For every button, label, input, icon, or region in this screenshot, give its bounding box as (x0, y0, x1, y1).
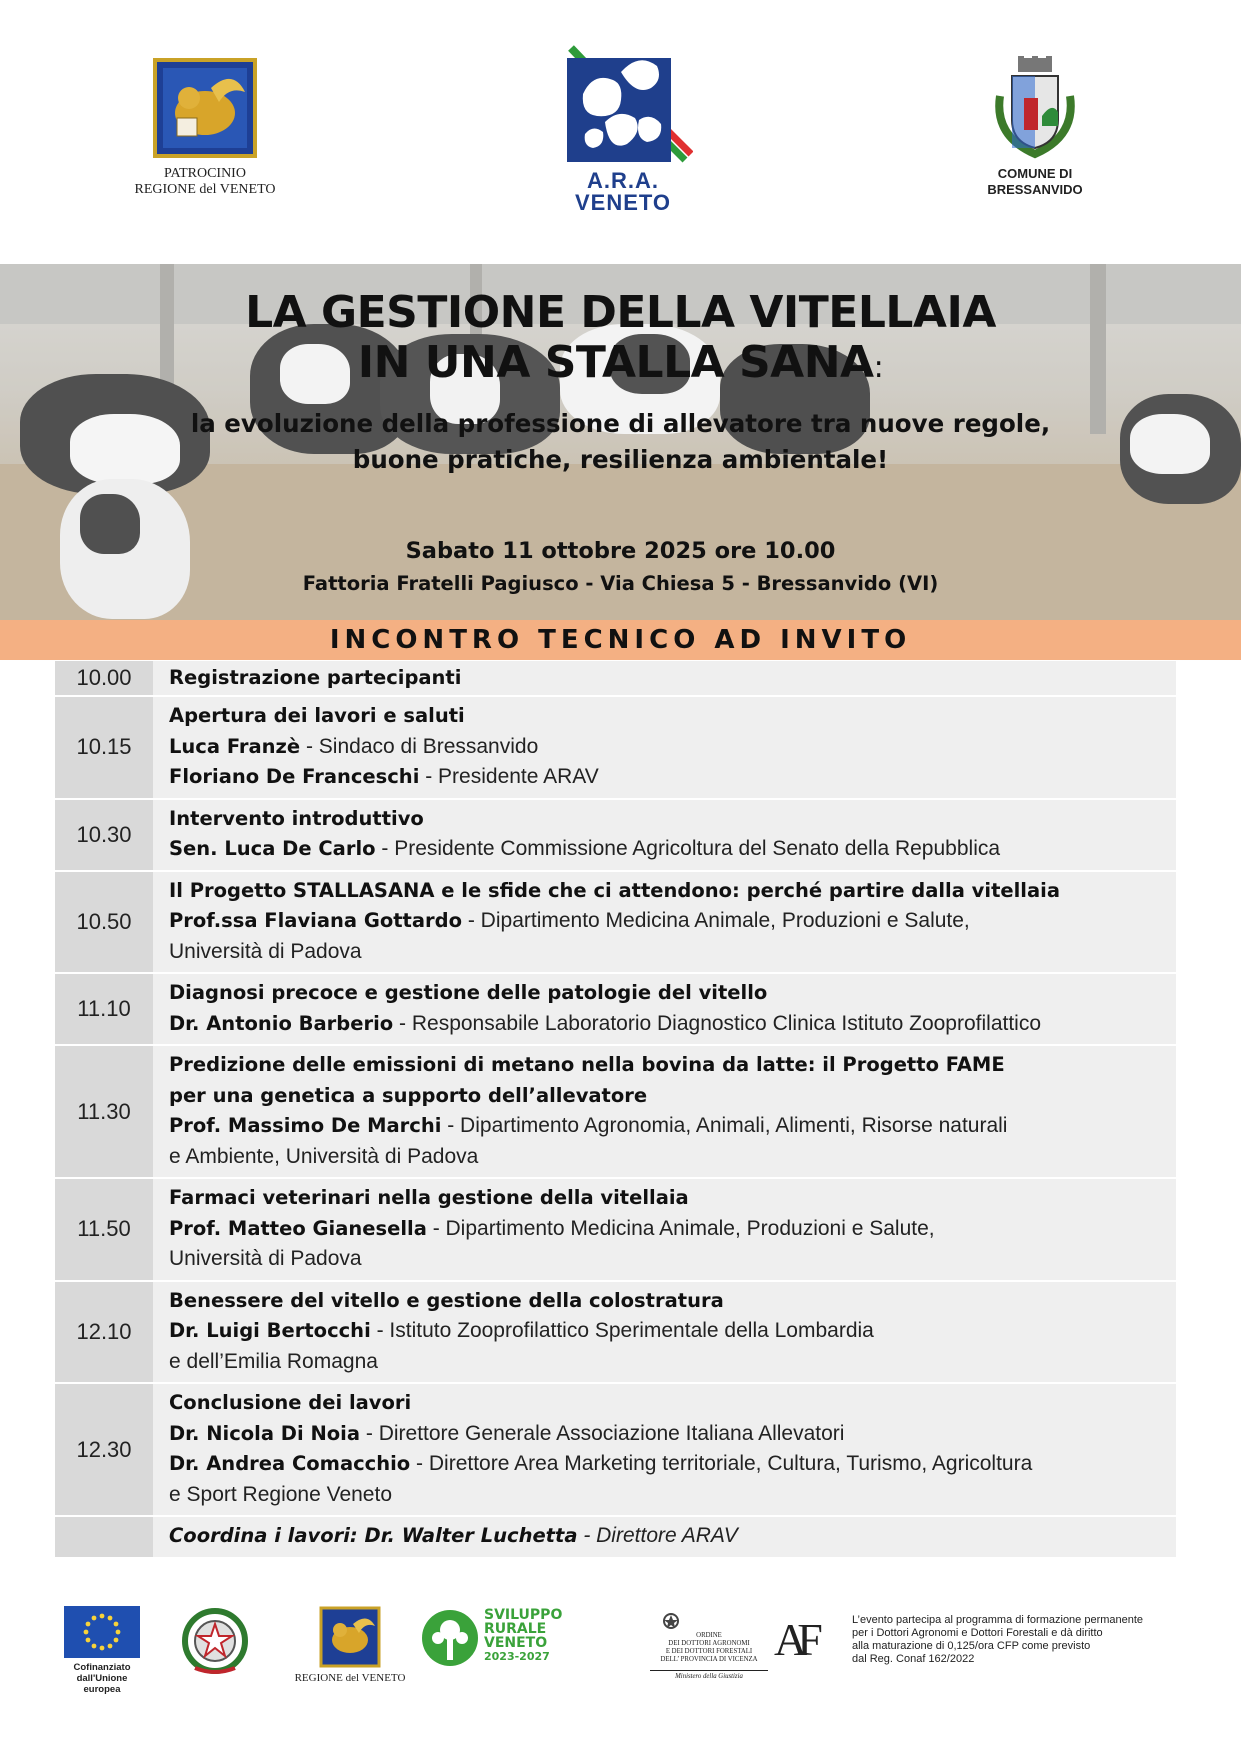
cfp-notice (852, 1614, 1182, 1666)
coordinator-role: - Direttore ARAV (577, 1524, 738, 1547)
coordinator-name: Coordina i lavori: Dr. Walter Luchetta (169, 1524, 578, 1547)
speaker-name: Sen. Luca De Carlo (169, 837, 376, 860)
speaker-role: - Dipartimento Medicina Animale, Produzioni e Salute, (426, 1216, 935, 1240)
ara-logo-text: A.R.A. (587, 168, 659, 193)
event-title-line2: IN UNA STALLA SANA: (357, 337, 884, 388)
speaker-name: Dr. Antonio Barberio (169, 1011, 394, 1035)
program-row (55, 1046, 1176, 1179)
cfp-line3: alla maturazione di 0,125/ora CFP come previsto (852, 1640, 1091, 1652)
psr-years: 2023-2027 (484, 1650, 550, 1663)
cfp-line2: per i Dottori Agronomi e Dottori Forestali e dà diritto (852, 1627, 1103, 1639)
republic-small-icon (662, 1612, 680, 1630)
psr-veneto-logo (420, 1608, 570, 1678)
program-row (55, 1179, 1176, 1282)
speaker-role: - Direttore Generale Associazione Italiana Allevatori (360, 1421, 845, 1445)
lion-shield-icon (153, 58, 257, 158)
event-venue: Fattoria Fratelli Pagiusco - Via Chiesa 5 - Bressanvido (VI) (302, 572, 939, 595)
coordinator-row (55, 1517, 1176, 1557)
speaker-affiliation: Università di Padova (169, 1247, 362, 1270)
speaker-role: - Dipartimento Medicina Animale, Produzioni e Salute, (462, 909, 970, 932)
comune-bressanvido-logo (960, 56, 1110, 198)
speaker-line (169, 1214, 1160, 1245)
eu-logo (62, 1606, 142, 1695)
invite-banner-label: INCONTRO TECNICO AD INVITO (329, 625, 912, 655)
veneto-logo-text: VENETO (574, 190, 672, 215)
republic-emblem-icon (180, 1606, 250, 1676)
speaker-line (169, 834, 1160, 865)
program-time: 11.10 (55, 974, 153, 1044)
ara-animals-icon (553, 42, 693, 170)
psr-line2: RURALE (484, 1621, 547, 1637)
speaker-role: - Sindaco di Bressanvido (300, 734, 539, 758)
program-time: 10.30 (55, 800, 153, 870)
speaker-role: - Presidente ARAV (419, 765, 599, 788)
program-table (55, 661, 1176, 1557)
event-subtitle-line2: buone pratiche, resilienza ambientale! (352, 445, 889, 474)
program-time: 12.10 (55, 1282, 153, 1383)
program-row (55, 1282, 1176, 1385)
program-content (153, 872, 1176, 973)
program-title: Intervento introduttivo (169, 806, 424, 830)
speaker-role: - Dipartimento Agronomia, Animali, Alimenti, Risorse naturali (441, 1114, 1008, 1137)
program-title: Conclusione dei lavori (169, 1391, 412, 1414)
program-time: 10.00 (55, 661, 153, 695)
program-title: Farmaci veterinari nella gestione della vitellaia (169, 1186, 689, 1209)
eu-caption-line1: Cofinanziato (73, 1662, 131, 1673)
program-content (153, 1282, 1176, 1383)
ordine-line1: ORDINE (696, 1632, 722, 1639)
cfp-line1: L’evento partecipa al programma di formazione permanente (852, 1614, 1144, 1626)
program-content (153, 974, 1176, 1044)
cfp-line4: dal Reg. Conaf 162/2022 (852, 1653, 975, 1665)
speaker-affiliation: Università di Padova (169, 939, 362, 963)
speaker-role: - Direttore Area Marketing territoriale, Cultura, Turismo, Agricoltura (410, 1452, 1033, 1475)
speaker-role: - Istituto Zooprofilattico Sperimentale della Lombardia (370, 1319, 874, 1342)
speaker-affiliation: e dell’Emilia Romagna (169, 1349, 378, 1373)
program-content (153, 800, 1176, 870)
municipal-crest-icon (990, 56, 1080, 160)
bressanvido-caption: BRESSANVIDO (987, 182, 1083, 197)
ordine-line4: DELL’ PROVINCIA DI VICENZA (660, 1656, 758, 1663)
speaker-name: Floriano De Franceschi (169, 765, 420, 788)
ordine-line2: DEI DOTTORI AGRONOMI (668, 1640, 750, 1647)
program-row (55, 697, 1176, 800)
patrocinio-caption: PATROCINIO (164, 166, 246, 181)
program-title: Apertura dei lavori e saluti (169, 704, 465, 727)
speaker-name: Dr. Andrea Comacchio (169, 1452, 411, 1475)
lion-shield-icon (319, 1606, 381, 1668)
program-time: 11.30 (55, 1046, 153, 1177)
italian-republic-emblem (180, 1606, 250, 1676)
program-time: 11.50 (55, 1179, 153, 1280)
program-row (55, 1384, 1176, 1517)
program-title: Registrazione partecipanti (169, 666, 462, 689)
coordinator-line (153, 1517, 1176, 1557)
speaker-role: - Responsabile Laboratorio Diagnostico Clinica Istituto Zooprofilattico (393, 1011, 1042, 1035)
program-time: 10.50 (55, 872, 153, 973)
ordine-line3: E DEI DOTTORI FORESTALI (665, 1648, 753, 1655)
program-content (153, 1046, 1176, 1177)
speaker-name: Dr. Luigi Bertocchi (169, 1319, 371, 1342)
invite-banner (0, 620, 1241, 660)
speaker-line (169, 732, 1160, 763)
speaker-line (169, 1419, 1160, 1450)
speaker-name: Prof.ssa Flaviana Gottardo (169, 909, 463, 932)
program-content (153, 697, 1176, 798)
program-content (153, 1384, 1176, 1515)
speaker-line (169, 906, 1160, 937)
regione-veneto-logo (130, 58, 280, 198)
speaker-name: Prof. Matteo Gianesella (169, 1216, 427, 1240)
program-title: Il Progetto STALLASANA e le sfide che ci attendono: perché partire dalla vitellaia (169, 878, 1060, 902)
regione-veneto-footer-logo (290, 1606, 410, 1685)
speaker-affiliation: e Ambiente, Università di Padova (169, 1144, 479, 1168)
hero-banner (0, 264, 1241, 620)
program-title-continued: per una genetica a supporto dell’allevatore (169, 1083, 648, 1107)
ara-veneto-logo (548, 42, 698, 214)
program-time: 12.30 (55, 1384, 153, 1515)
af-monogram: AF (774, 1614, 813, 1665)
speaker-name: Luca Franzè (169, 734, 301, 758)
event-date: Sabato 11 ottobre 2025 ore 10.00 (405, 538, 836, 564)
program-row (55, 661, 1176, 697)
program-row (55, 872, 1176, 975)
program-content (153, 661, 1176, 695)
tree-icon (420, 1608, 480, 1668)
program-content (153, 1179, 1176, 1280)
regione-caption: REGIONE del VENETO (134, 182, 276, 197)
speaker-name: Dr. Nicola Di Noia (169, 1421, 361, 1445)
comune-caption: COMUNE DI (997, 166, 1073, 181)
speaker-name: Prof. Massimo De Marchi (169, 1114, 442, 1137)
ordine-ministry: Ministero della Giustizia (650, 1670, 768, 1681)
program-title: Predizione delle emissioni di metano nella bovina da latte: il Progetto FAME (169, 1053, 1005, 1076)
program-time: 10.15 (55, 697, 153, 798)
speaker-line (169, 1111, 1160, 1142)
program-row (55, 800, 1176, 872)
psr-line3: VENETO (484, 1635, 548, 1651)
event-title-line1: LA GESTIONE DELLA VITELLAIA (245, 287, 996, 338)
speaker-role: - Presidente Commissione Agricoltura del Senato della Repubblica (375, 837, 1001, 860)
speaker-line (169, 1449, 1160, 1480)
eu-flag-icon (64, 1606, 140, 1658)
eu-caption-line2: dall'Unione europea (76, 1673, 128, 1695)
program-title: Benessere del vitello e gestione della colostratura (169, 1288, 724, 1312)
program-time-empty (55, 1517, 153, 1557)
veneto-footer-caption: REGIONE del VENETO (294, 1672, 406, 1684)
ordine-agronomi-logo (650, 1612, 835, 1682)
speaker-line (169, 1009, 1160, 1040)
program-title: Diagnosi precoce e gestione delle patologie del vitello (169, 981, 768, 1004)
program-row (55, 974, 1176, 1046)
speaker-affiliation: e Sport Regione Veneto (169, 1482, 393, 1506)
psr-line1: SVILUPPO (484, 1607, 563, 1623)
event-subtitle-line1: la evoluzione della professione di allevatore tra nuove regole, (190, 409, 1051, 438)
speaker-line (169, 762, 1160, 793)
speaker-line (169, 1316, 1160, 1347)
